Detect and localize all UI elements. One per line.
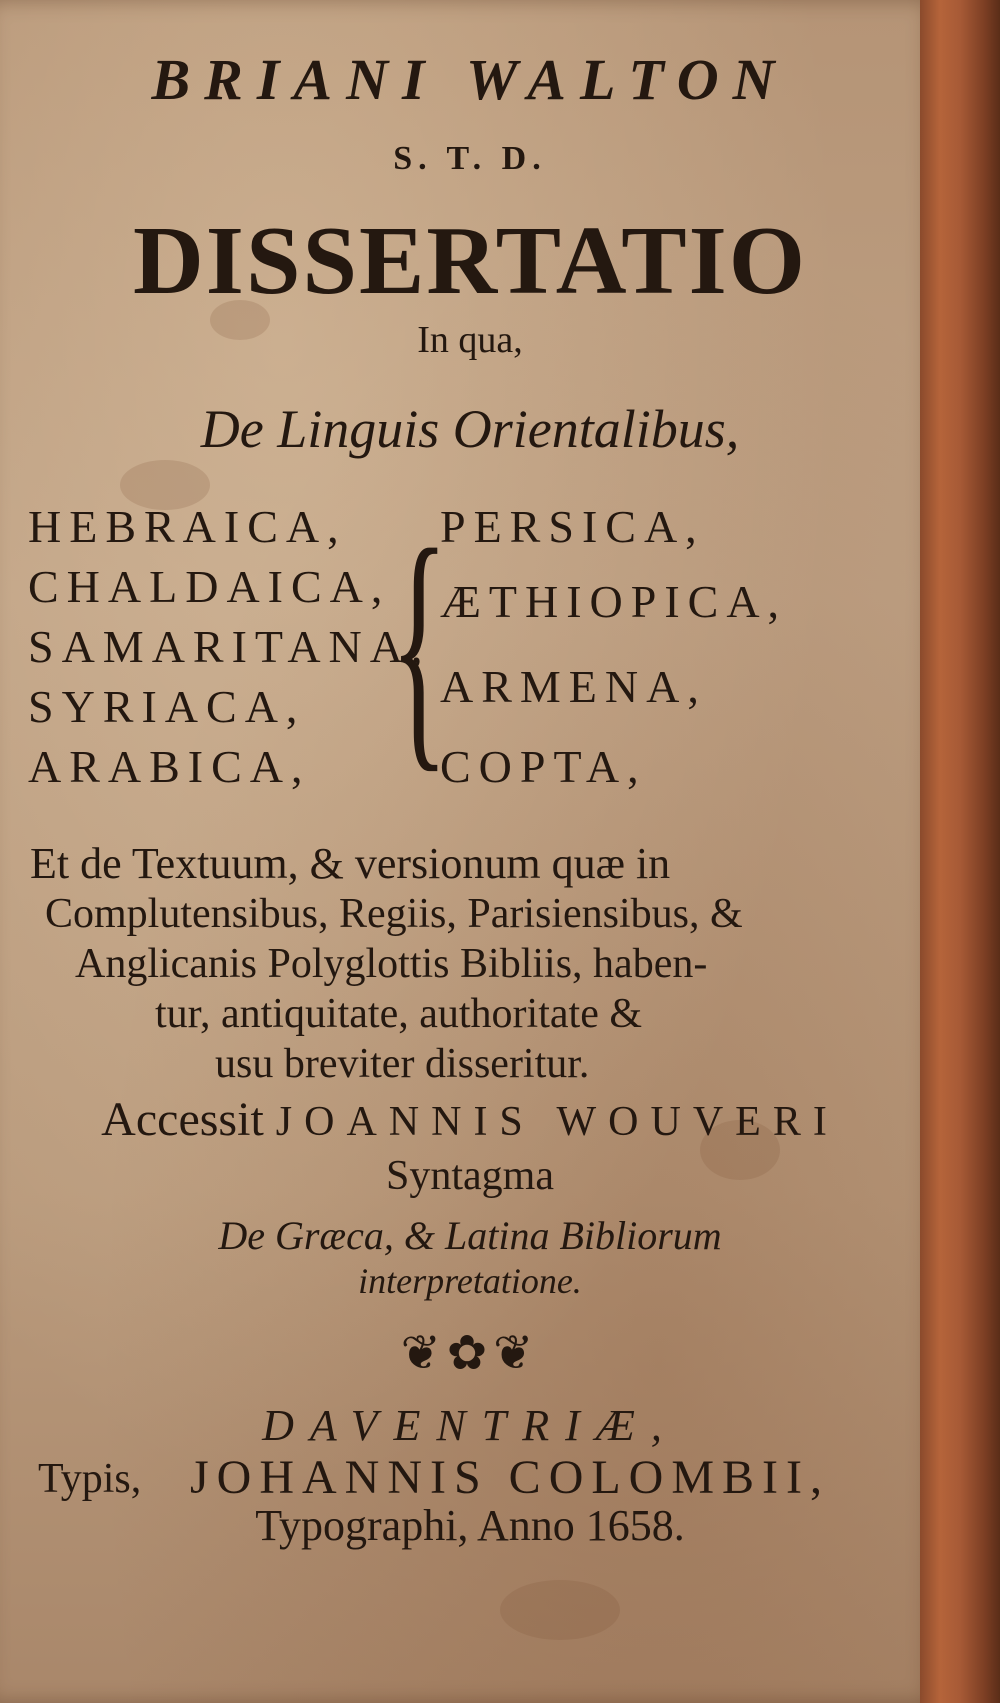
description-line-1: Et de Textuum, & versionum quæ in xyxy=(30,839,671,888)
imprint-date: Typographi, Anno 1658. xyxy=(255,1501,685,1550)
syntagma-subject: De Græca, & Latina Bibliorum xyxy=(218,1213,722,1258)
description-line-4: tur, antiquitate, authoritate & xyxy=(155,991,642,1037)
syntagma: Syntagma xyxy=(386,1153,554,1199)
language-right-3: ARMENA, xyxy=(440,661,707,712)
imprint-place: DAVENTRIÆ, xyxy=(262,1401,678,1450)
language-left-5: ARABICA, xyxy=(28,741,311,792)
imprint-typis: Typis, xyxy=(38,1456,142,1502)
syntagma-subject-2: interpretatione. xyxy=(358,1261,582,1301)
brace-ornament: { xyxy=(390,495,449,794)
author-degree: S. T. D. xyxy=(393,140,547,177)
accessit-word: Accessit xyxy=(101,1093,264,1146)
language-right-1: PERSICA, xyxy=(440,501,705,552)
language-right-2: ÆTHIOPICA, xyxy=(440,576,788,627)
language-left-2: CHALDAICA, xyxy=(28,561,391,612)
in-qua: In qua, xyxy=(417,319,523,361)
accessit-line xyxy=(0,1092,940,1147)
language-left-4: SYRIACA, xyxy=(28,681,306,732)
imprint-printer: JOHANNIS COLOMBII, xyxy=(190,1451,831,1504)
printer-ornament-icon: ❦✿❦ xyxy=(400,1327,540,1380)
language-right-4: COPTA, xyxy=(440,741,647,792)
page-edge xyxy=(920,0,1000,1703)
language-left-1: HEBRAICA, xyxy=(28,501,347,552)
stain xyxy=(500,1580,620,1640)
author-name: BRIANI WALTON xyxy=(151,47,789,112)
language-left-3: SAMARITANA, xyxy=(28,621,431,672)
subject-line: De Linguis Orientalibus, xyxy=(200,399,740,459)
accessit-author: JOANNIS WOUVERI xyxy=(275,1099,839,1145)
book-title: DISSERTATIO xyxy=(133,207,807,315)
description-line-2: Complutensibus, Regiis, Parisiensibus, & xyxy=(45,891,743,937)
description-line-3: Anglicanis Polyglottis Bibliis, haben- xyxy=(75,941,708,987)
description-line-5: usu breviter disseritur. xyxy=(215,1041,590,1087)
